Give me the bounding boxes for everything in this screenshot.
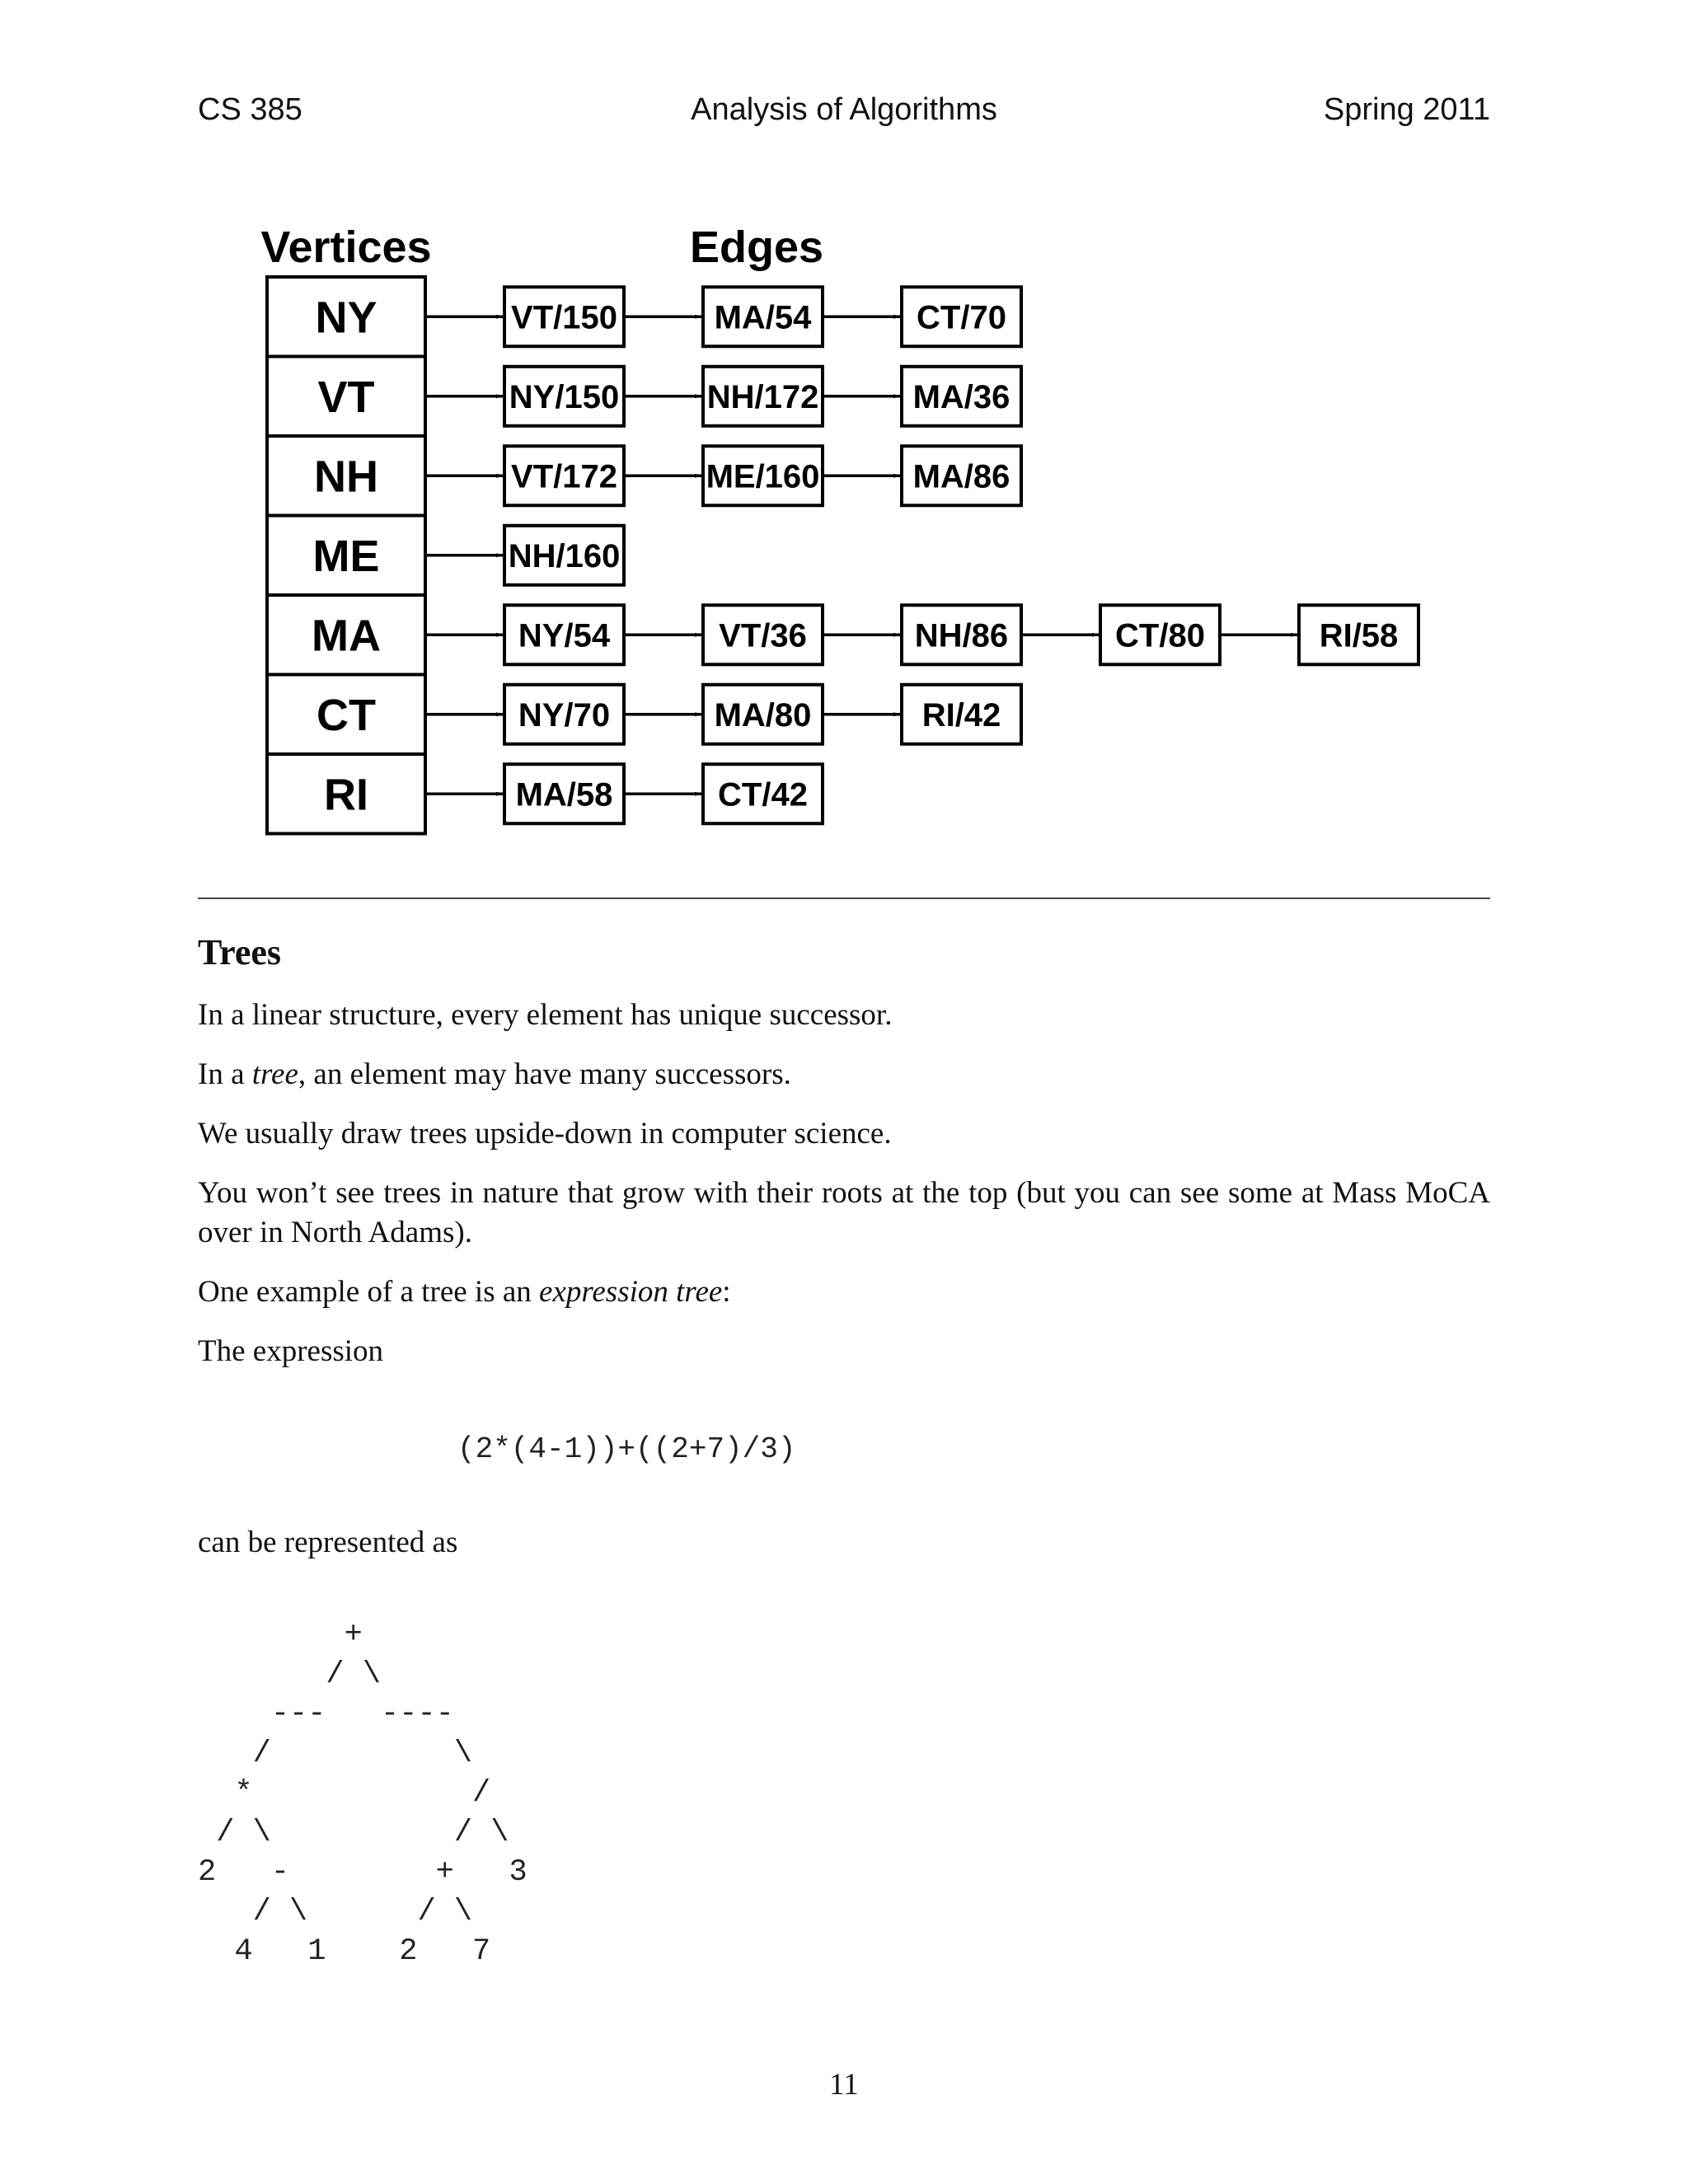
section-title: Trees: [198, 932, 281, 972]
vertex-label: NY: [315, 293, 377, 343]
header-title: Analysis of Algorithms: [691, 92, 997, 127]
edge-node-label: CT/80: [1115, 617, 1205, 654]
edge-node-label: MA/86: [912, 458, 1010, 495]
edge-node-label: CT/70: [917, 299, 1006, 336]
edge-node-label: MA/58: [515, 776, 613, 813]
edge-node-label: MA/54: [714, 299, 812, 336]
paragraph-expression-tree-intro: [198, 1272, 1490, 1312]
vertex-label: ME: [312, 531, 380, 581]
paragraph-tree-definition: [198, 1055, 1490, 1094]
edge-node-label: NY/70: [518, 696, 611, 733]
p2-emphasis-tree: tree: [251, 1057, 298, 1091]
vertex-label: VT: [317, 372, 375, 422]
paragraph-represented-as: can be represented as: [198, 1526, 458, 1559]
edge-node-label: VT/172: [511, 458, 617, 495]
edge-node-label: NH/172: [706, 378, 819, 415]
edge-node-label: CT/42: [718, 776, 808, 813]
vertex-label: MA: [312, 611, 381, 661]
edge-node-label: NH/86: [914, 617, 1009, 654]
p2-text-before: In a: [198, 1057, 252, 1091]
p5-text-before: One example of a tree is an: [198, 1275, 540, 1309]
edge-node-label: ME/160: [706, 458, 820, 495]
vertex-label: CT: [316, 690, 376, 740]
expression-tree-ascii: + / \ --- ---- / \ * / / \ / \ 2 - + 3 / \ / \ 4 1 2 7: [198, 1618, 528, 1969]
edge-node-label: NY/54: [518, 617, 611, 654]
expression-code: (2*(4-1))+((2+7)/3): [457, 1432, 796, 1466]
paragraph-the-expression: The expression: [198, 1334, 384, 1368]
p2-text-after: , an element may have many successors.: [298, 1057, 791, 1091]
adjacency-rows: [267, 277, 1418, 834]
paragraph-linear-structure: In a linear structure, every element has unique successor.: [198, 998, 893, 1032]
header-course: CS 385: [198, 92, 302, 127]
edge-node-label: NY/150: [509, 378, 620, 415]
vertex-label: RI: [324, 770, 368, 820]
edge-node-label: VT/150: [511, 299, 617, 336]
edge-node-label: RI/42: [921, 696, 1001, 733]
p5-text-after: :: [722, 1275, 731, 1309]
edge-node-label: NH/160: [508, 537, 621, 574]
edge-node-label: MA/80: [714, 696, 812, 733]
edges-label: Edges: [689, 223, 824, 272]
p5-emphasis-expression-tree: expression tree: [539, 1275, 723, 1309]
edge-node-label: RI/58: [1319, 617, 1399, 654]
vertex-label: NH: [314, 452, 378, 502]
horizontal-divider: [198, 898, 1490, 899]
page-number: 11: [829, 2068, 859, 2102]
edge-node-label: MA/36: [912, 378, 1010, 415]
vertices-label: Vertices: [260, 223, 432, 272]
header-term: Spring 2011: [1323, 92, 1490, 127]
edge-node-label: VT/36: [719, 617, 807, 654]
paragraph-upside-down: We usually draw trees upside-down in computer science.: [198, 1117, 892, 1151]
adjacency-list-diagram: [0, 0, 1688, 874]
paragraph-mass-moca: You won’t see trees in nature that grow with their roots at the top (but you can see some at Mass MoCA over in North Adams).: [198, 1176, 1490, 1249]
